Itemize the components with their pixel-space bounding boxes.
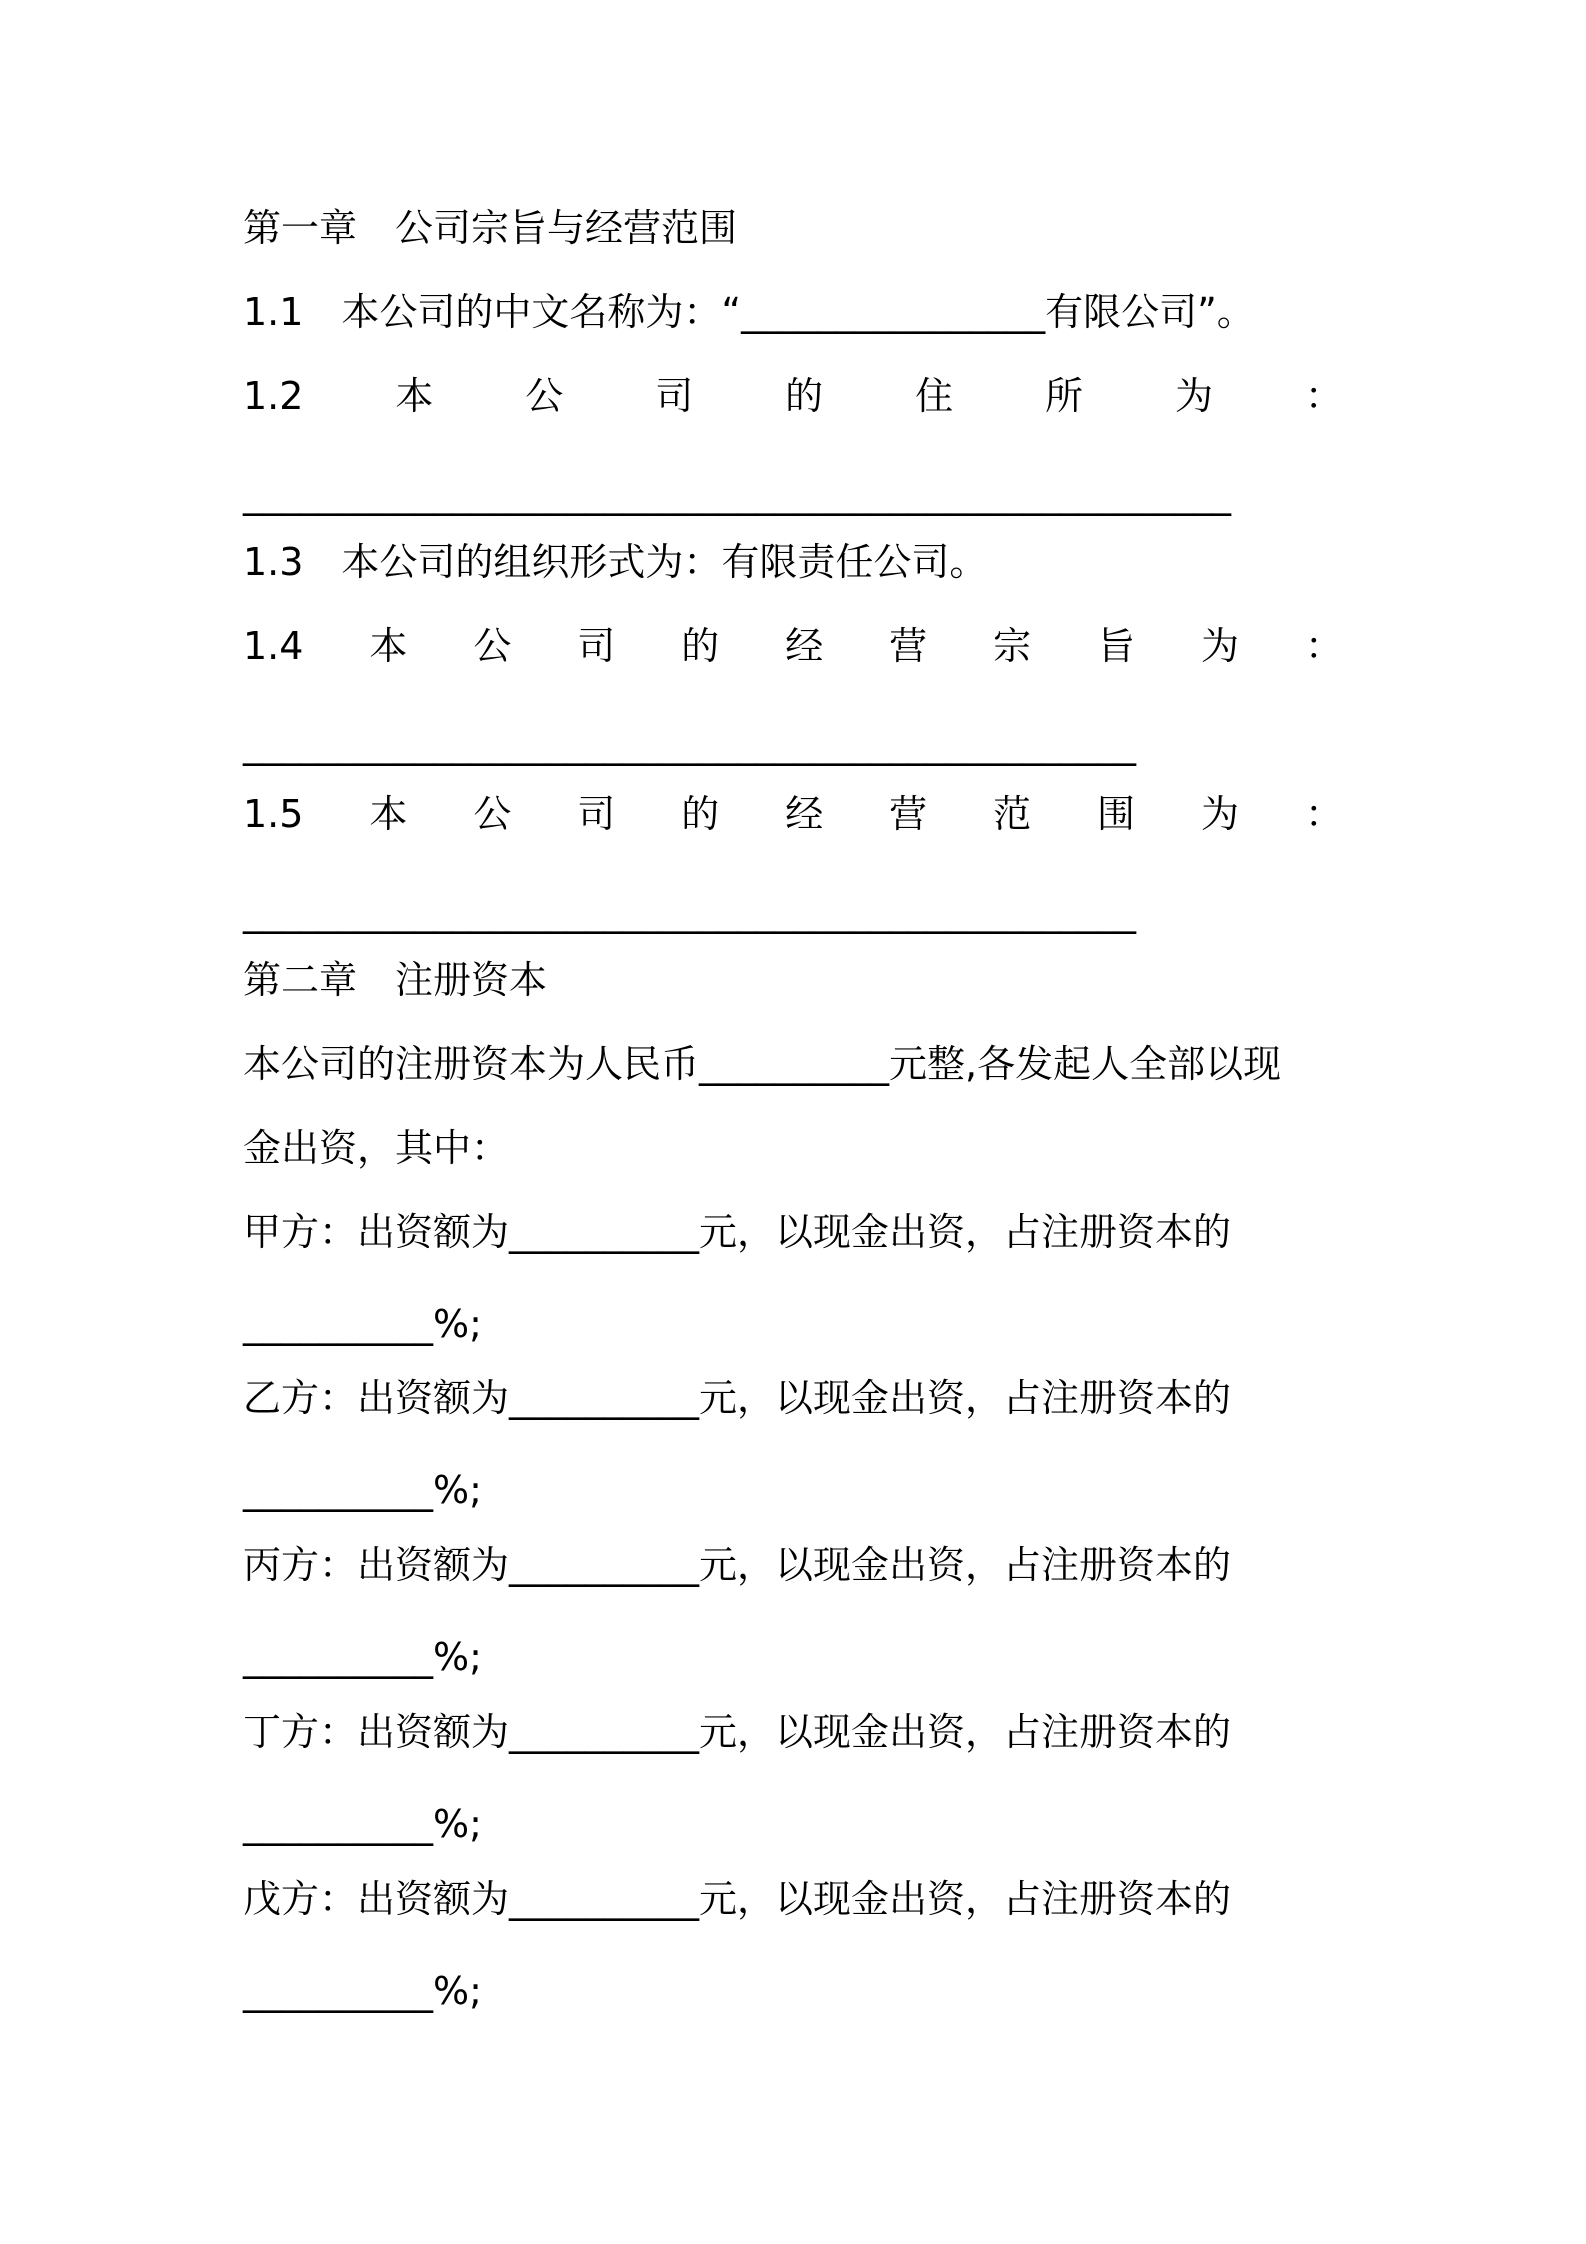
contribution-percent: __________%; [243,1969,482,2013]
clause-char: ： [1304,624,1343,668]
clause-char: 住 [915,374,954,418]
clause-number: 1.4 [243,624,304,668]
contribution-percent: __________%; [243,1802,482,1846]
clause-char: 围 [1097,792,1136,836]
clause-1-1: 1.1 本公司的中文名称为：“________________有限公司”。 [243,290,1255,334]
clause-char: 营 [889,792,928,836]
clause-char: 经 [785,624,824,668]
clause-char: 范 [993,792,1032,836]
contribution-percent: __________%; [243,1302,482,1346]
clause-char: 公 [473,624,512,668]
clause-char: 为 [1201,624,1240,668]
contribution-line: 乙方：出资额为__________元，以现金出资，占注册资本的 [243,1376,1232,1420]
capital-intro-line1: 本公司的注册资本为人民币__________元整,各发起人全部以现 [243,1042,1282,1086]
clause-1-5 [243,792,1343,836]
clause-char: 为 [1201,792,1240,836]
clause-char: 本 [395,374,434,418]
clause-char: 公 [525,374,564,418]
clause-1-4-blank: _______________________________________________ [243,722,1136,766]
clause-char: 旨 [1097,624,1136,668]
clause-1-4 [243,624,1343,668]
clause-number: 1.5 [243,792,304,836]
clause-char: ： [1304,374,1343,418]
clause-char: 经 [785,792,824,836]
clause-1-3: 1.3 本公司的组织形式为：有限责任公司。 [243,540,988,584]
clause-char: 的 [681,624,720,668]
contribution-percent: __________%; [243,1468,482,1512]
clause-char: 公 [473,792,512,836]
clause-number: 1.2 [243,374,304,418]
contribution-percent: __________%; [243,1635,482,1679]
capital-intro-line2: 金出资，其中： [243,1126,510,1170]
contribution-line: 戊方：出资额为__________元，以现金出资，占注册资本的 [243,1877,1232,1921]
clause-char: 所 [1045,374,1084,418]
clause-1-2 [243,374,1343,418]
clause-char: 的 [681,792,720,836]
clause-char: 为 [1174,374,1213,418]
clause-char: 宗 [993,624,1032,668]
chapter-2-heading: 第二章 注册资本 [243,958,548,1002]
clause-char: 本 [369,624,408,668]
clause-char: 营 [889,624,928,668]
clause-1-2-blank: ____________________________________________________ [243,472,1231,516]
contribution-line: 甲方：出资额为__________元，以现金出资，占注册资本的 [243,1210,1232,1254]
clause-char: 本 [369,792,408,836]
clause-char: ： [1304,792,1343,836]
clause-char: 司 [577,792,616,836]
clause-char: 的 [785,374,824,418]
contribution-line: 丙方：出资额为__________元，以现金出资，占注册资本的 [243,1543,1232,1587]
clause-1-5-blank: _______________________________________________ [243,890,1136,934]
clause-char: 司 [577,624,616,668]
clause-char: 司 [655,374,694,418]
chapter-1-heading: 第一章 公司宗旨与经营范围 [243,206,738,250]
contribution-line: 丁方：出资额为__________元，以现金出资，占注册资本的 [243,1710,1232,1754]
